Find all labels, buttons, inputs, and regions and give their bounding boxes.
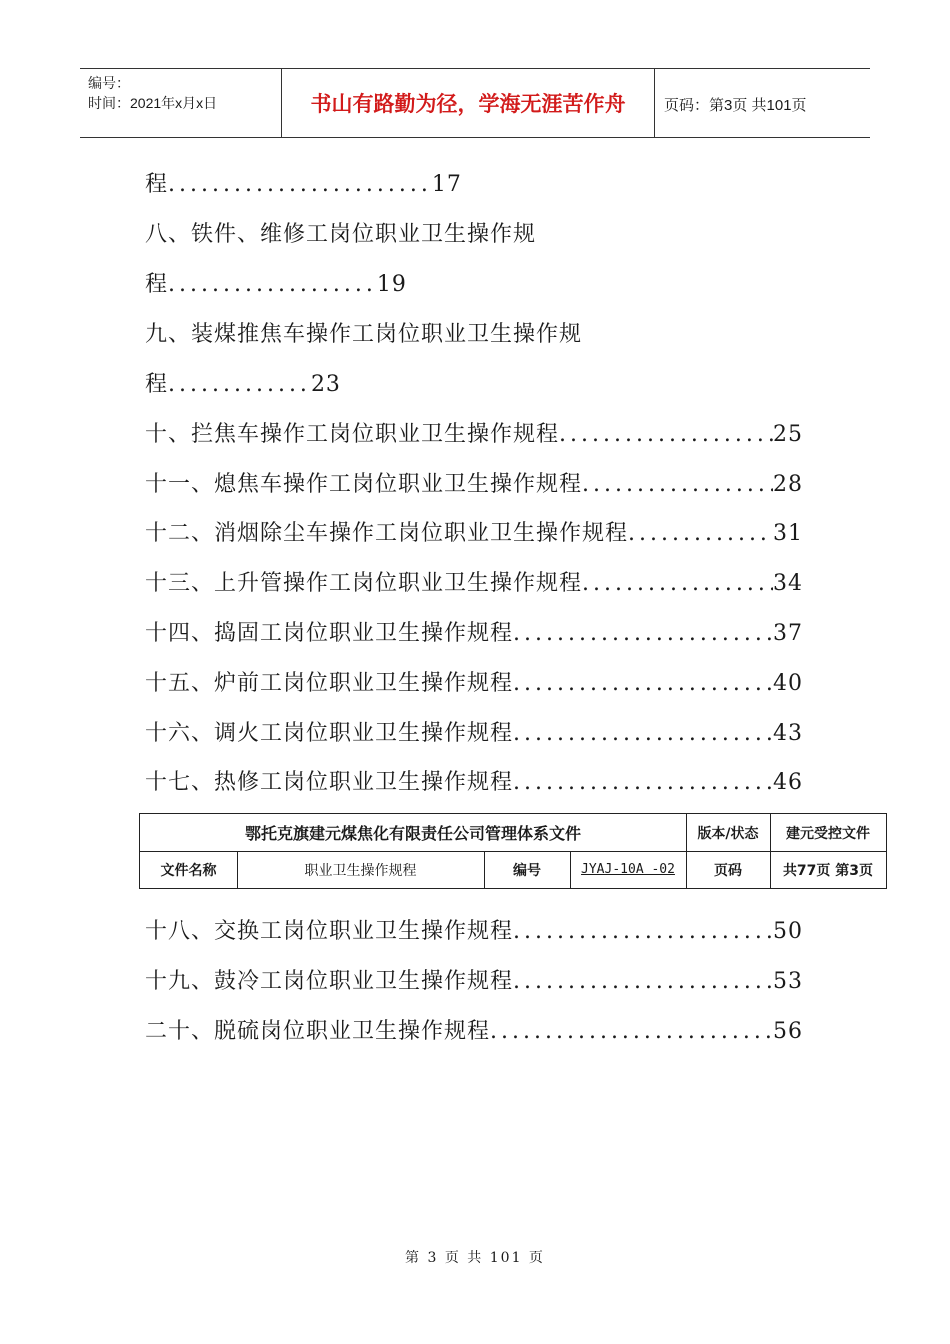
toc-leader-dots — [513, 768, 773, 798]
toc-entry-page: 31 — [773, 521, 803, 546]
toc-leader-dots — [513, 967, 773, 997]
toc-entry-page: 46 — [773, 770, 803, 795]
toc-entry-10 — [145, 420, 803, 450]
toc-entry-page: 40 — [773, 671, 803, 696]
toc-entry-9-continued — [145, 370, 341, 400]
toc-entry-title: 十一、熄焦车操作工岗位职业卫生操作规程 — [145, 472, 583, 497]
toc-leader-dots — [582, 569, 773, 599]
toc-entry-8-continued — [145, 270, 407, 300]
toc-leader-dots: ............. — [168, 372, 311, 397]
toc-entry-13 — [145, 569, 803, 599]
toc-entry-15 — [145, 669, 803, 699]
toc-entry-16 — [145, 719, 803, 749]
toc-leader-dots — [490, 1017, 773, 1047]
toc-entry-19 — [145, 967, 803, 997]
toc-entry-title: 十三、上升管操作工岗位职业卫生操作规程 — [145, 571, 583, 596]
toc-leader-dots — [559, 420, 773, 450]
toc-entry-title: 十九、鼓冷工岗位职业卫生操作规程 — [145, 969, 514, 994]
toc-entry-title: 程 — [145, 272, 169, 297]
file-name-label: 文件名称 — [160, 862, 217, 879]
company-title: 鄂托克旗建元煤焦化有限责任公司管理体系文件 — [244, 824, 581, 843]
header-time-label: 时间：2021年x月x日 — [88, 95, 218, 111]
toc-entry-12 — [145, 519, 803, 549]
toc-entry-title: 程 — [145, 372, 169, 397]
version-label: 版本/状态 — [697, 825, 759, 842]
document-control-table — [139, 813, 887, 889]
toc-entry-page: 56 — [773, 1019, 803, 1044]
toc-entry-title: 九、装煤推焦车操作工岗位职业卫生操作规 — [145, 322, 583, 347]
toc-entry-9 — [145, 320, 582, 350]
toc-entry-18 — [145, 917, 803, 947]
header-number-label: 编号： — [88, 75, 130, 91]
number-label: 编号 — [513, 862, 541, 879]
document-number: JYAJ-10A -02 — [581, 862, 675, 877]
toc-leader-dots — [513, 719, 773, 749]
toc-entry-page: 23 — [310, 372, 341, 397]
file-name-value: 职业卫生操作规程 — [304, 862, 417, 879]
toc-entry-page: 19 — [376, 272, 407, 297]
toc-leader-dots: ........................ — [168, 172, 432, 197]
toc-leader-dots — [513, 669, 773, 699]
toc-entry-8 — [145, 220, 536, 250]
toc-entry-title: 十四、捣固工岗位职业卫生操作规程 — [145, 621, 514, 646]
toc-entry-title: 程 — [145, 172, 169, 197]
toc-entry-page: 17 — [431, 172, 462, 197]
toc-leader-dots — [628, 519, 773, 549]
toc-entry-14 — [145, 619, 803, 649]
toc-entry-title: 十七、热修工岗位职业卫生操作规程 — [145, 770, 514, 795]
toc-entry-title: 十二、消烟除尘车操作工岗位职业卫生操作规程 — [145, 521, 629, 546]
toc-leader-dots — [513, 619, 773, 649]
toc-entry-title: 十六、调火工岗位职业卫生操作规程 — [145, 721, 514, 746]
toc-entry-title: 八、铁件、维修工岗位职业卫生操作规 — [145, 222, 537, 247]
toc-entry-page: 43 — [773, 721, 803, 746]
toc-entry-title: 十、拦焦车操作工岗位职业卫生操作规程 — [145, 422, 560, 447]
header-page-info: 页码：第3页 共101页 — [664, 97, 807, 114]
toc-entry-20 — [145, 1017, 803, 1047]
toc-entry-title: 二十、脱硫岗位职业卫生操作规程 — [145, 1019, 491, 1044]
header-meta-cell — [80, 69, 282, 137]
toc-entry-title: 十八、交换工岗位职业卫生操作规程 — [145, 919, 514, 944]
page-label: 页码 — [714, 862, 742, 879]
toc-leader-dots: ................... — [168, 272, 377, 297]
header-motto: 书山有路勤为径，学海无涯苦作舟 — [282, 69, 655, 137]
document-header — [80, 68, 870, 138]
toc-entry-page: 34 — [773, 571, 803, 596]
control-status: 建元受控文件 — [786, 825, 870, 842]
toc-entry-page: 53 — [773, 969, 803, 994]
toc-leader-dots — [513, 917, 773, 947]
toc-entry-page: 25 — [773, 422, 803, 447]
toc-entry-11 — [145, 470, 803, 500]
page-footer: 第 3 页 共 101 页 — [405, 1250, 545, 1266]
toc-entry-7-continued — [145, 170, 462, 200]
toc-entry-17 — [145, 768, 803, 798]
toc-entry-page: 50 — [773, 919, 803, 944]
page-value: 共77页 第3页 — [782, 862, 874, 879]
toc-entry-page: 37 — [773, 621, 803, 646]
toc-leader-dots — [582, 470, 773, 500]
toc-entry-title: 十五、炉前工岗位职业卫生操作规程 — [145, 671, 514, 696]
toc-entry-page: 28 — [773, 472, 803, 497]
